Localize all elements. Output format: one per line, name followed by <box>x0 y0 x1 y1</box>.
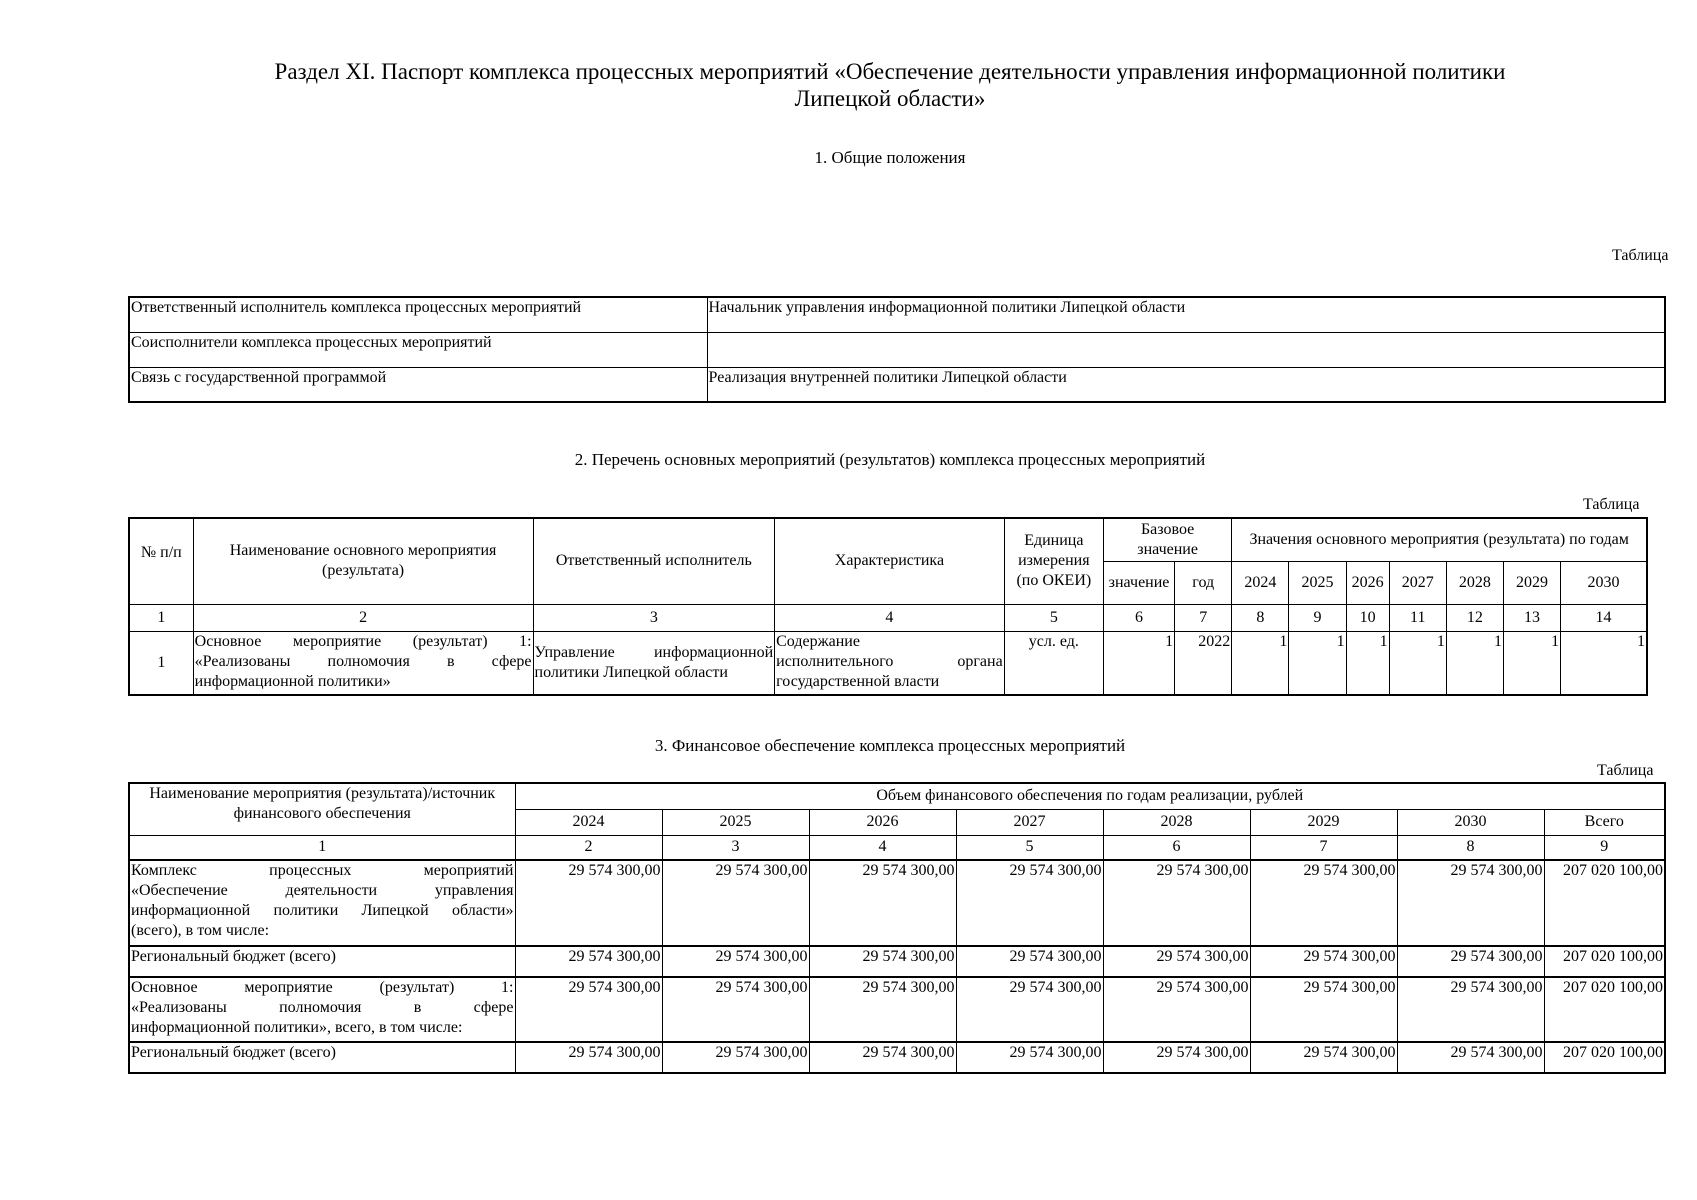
header-year: 2026 <box>1346 561 1389 604</box>
header-year: 2030 <box>1397 809 1544 835</box>
row-value: 1 <box>1232 631 1289 695</box>
row-name <box>129 860 515 946</box>
table-cell <box>707 332 1665 367</box>
section2-table-label: Таблица <box>1583 496 1640 513</box>
section3-table-label: Таблица <box>1597 762 1654 779</box>
col-number: 11 <box>1389 604 1446 631</box>
col-number: 1 <box>129 835 515 860</box>
row-name: Региональный бюджет (всего) <box>129 1042 515 1073</box>
amount-cell: 29 574 300,00 <box>1103 977 1250 1042</box>
row-name-line: «Реализованы полномочия в сфере <box>131 999 514 1016</box>
amount-cell: 29 574 300,00 <box>1103 946 1250 977</box>
amount-cell: 29 574 300,00 <box>1397 1042 1544 1073</box>
row-base-value: 1 <box>1103 631 1174 695</box>
row-executor <box>533 631 775 695</box>
row-name: Региональный бюджет (всего) <box>129 946 515 977</box>
amount-cell: 29 574 300,00 <box>956 860 1103 946</box>
row-name-line: информационной политики», всего, в том числе: <box>131 1019 463 1036</box>
section2-heading: 2. Перечень основных мероприятий (результатов) комплекса процессных мероприятий <box>574 450 1206 469</box>
amount-cell: 29 574 300,00 <box>662 977 809 1042</box>
row-name-line: информационной политики Липецкой области» <box>131 902 514 919</box>
row-executor-line: политики Липецкой области <box>534 663 728 681</box>
amount-cell: 29 574 300,00 <box>809 946 956 977</box>
row-characteristic <box>775 631 1005 695</box>
amount-cell: 29 574 300,00 <box>956 977 1103 1042</box>
row-unit: усл. ед. <box>1004 631 1103 695</box>
financing-table <box>128 782 1666 1074</box>
table-cell: Начальник управления информационной политики Липецкой области <box>707 297 1665 332</box>
table-row <box>129 946 1665 977</box>
amount-cell: 29 574 300,00 <box>809 860 956 946</box>
row-executor-line: Управление информационной <box>534 643 774 661</box>
col-number: 4 <box>809 835 956 860</box>
amount-cell: 29 574 300,00 <box>662 1042 809 1073</box>
header-unit: Единица измерения (по ОКЕИ) <box>1004 518 1103 604</box>
row-name <box>193 631 533 695</box>
amount-cell: 29 574 300,00 <box>809 1042 956 1073</box>
header-year: 2024 <box>515 809 662 835</box>
col-number: 3 <box>662 835 809 860</box>
row-value: 1 <box>1503 631 1560 695</box>
page-title <box>0 58 1697 112</box>
table-row <box>129 1042 1665 1073</box>
total-cell: 207 020 100,00 <box>1544 860 1665 946</box>
col-number: 5 <box>1004 604 1103 631</box>
header-name: Наименование основного мероприятия (результата) <box>193 518 533 604</box>
amount-cell: 29 574 300,00 <box>1397 946 1544 977</box>
col-number: 2 <box>193 604 533 631</box>
row-characteristic-line: Содержание <box>776 632 860 650</box>
header-year: 2028 <box>1103 809 1250 835</box>
header-year: 2026 <box>809 809 956 835</box>
col-number: 6 <box>1103 835 1250 860</box>
header-year: 2030 <box>1561 561 1647 604</box>
table-row <box>129 977 1665 1042</box>
total-cell: 207 020 100,00 <box>1544 977 1665 1042</box>
main-activities-table <box>128 517 1648 696</box>
header-base: Базовое значение <box>1103 518 1231 561</box>
col-number: 5 <box>956 835 1103 860</box>
header-executor: Ответственный исполнитель <box>533 518 775 604</box>
header-base-value: значение <box>1103 561 1174 604</box>
row-value: 1 <box>1446 631 1503 695</box>
row-characteristic-line: государственной власти <box>776 672 940 690</box>
header-year: 2027 <box>956 809 1103 835</box>
row-name-line: (всего), в том числе: <box>131 922 270 939</box>
header-name: Наименование мероприятия (результата)/источник финансового обеспечения <box>129 783 515 835</box>
col-number: 4 <box>775 604 1005 631</box>
amount-cell: 29 574 300,00 <box>1250 977 1397 1042</box>
row-name-line: «Реализованы полномочия в сфере <box>194 652 532 670</box>
table-cell: Связь с государственной программой <box>129 367 707 402</box>
header-values-by-year: Значения основного мероприятия (результата) по годам <box>1232 518 1647 561</box>
amount-cell: 29 574 300,00 <box>515 860 662 946</box>
row-name <box>129 977 515 1042</box>
amount-cell: 29 574 300,00 <box>1103 1042 1250 1073</box>
col-number: 6 <box>1103 604 1174 631</box>
col-number: 2 <box>515 835 662 860</box>
col-number: 3 <box>533 604 775 631</box>
page-title-line-2: Липецкой области» <box>794 86 986 111</box>
header-characteristic: Характеристика <box>775 518 1005 604</box>
amount-cell: 29 574 300,00 <box>956 1042 1103 1073</box>
row-name-line: Основное мероприятие (результат) 1: <box>131 979 514 996</box>
row-value: 1 <box>1346 631 1389 695</box>
header-base-year: год <box>1175 561 1232 604</box>
col-number: 12 <box>1446 604 1503 631</box>
amount-cell: 29 574 300,00 <box>515 946 662 977</box>
row-name-line: «Обеспечение деятельности управления <box>131 882 514 899</box>
col-number: 8 <box>1397 835 1544 860</box>
table-row <box>129 631 1647 695</box>
total-cell: 207 020 100,00 <box>1544 946 1665 977</box>
row-value: 1 <box>1289 631 1346 695</box>
header-total: Всего <box>1544 809 1665 835</box>
header-volume: Объем финансового обеспечения по годам реализации, рублей <box>515 783 1665 809</box>
amount-cell: 29 574 300,00 <box>662 946 809 977</box>
amount-cell: 29 574 300,00 <box>1397 860 1544 946</box>
table-row <box>129 860 1665 946</box>
table-cell: Ответственный исполнитель комплекса процессных мероприятий <box>129 297 707 332</box>
table-cell: Соисполнители комплекса процессных мероприятий <box>129 332 707 367</box>
row-characteristic-line: исполнительного органа <box>776 652 1003 670</box>
col-number: 7 <box>1250 835 1397 860</box>
header-num: № п/п <box>129 518 193 604</box>
col-number: 1 <box>129 604 193 631</box>
header-year: 2025 <box>662 809 809 835</box>
col-number: 9 <box>1289 604 1346 631</box>
amount-cell: 29 574 300,00 <box>1397 977 1544 1042</box>
row-value: 1 <box>1561 631 1647 695</box>
amount-cell: 29 574 300,00 <box>662 860 809 946</box>
col-number: 8 <box>1232 604 1289 631</box>
row-value: 1 <box>1389 631 1446 695</box>
row-base-year: 2022 <box>1175 631 1232 695</box>
total-cell: 207 020 100,00 <box>1544 1042 1665 1073</box>
header-year: 2027 <box>1389 561 1446 604</box>
amount-cell: 29 574 300,00 <box>1250 1042 1397 1073</box>
amount-cell: 29 574 300,00 <box>1250 946 1397 977</box>
amount-cell: 29 574 300,00 <box>1250 860 1397 946</box>
page-title-line-1: Раздел XI. Паспорт комплекса процессных мероприятий «Обеспечение деятельности управления информационной политики <box>274 59 1506 84</box>
amount-cell: 29 574 300,00 <box>515 1042 662 1073</box>
header-year: 2028 <box>1446 561 1503 604</box>
amount-cell: 29 574 300,00 <box>956 946 1103 977</box>
row-name-line: Основное мероприятие (результат) 1: <box>194 632 532 650</box>
col-number: 13 <box>1503 604 1560 631</box>
col-number: 14 <box>1561 604 1647 631</box>
section3-heading: 3. Финансовое обеспечение комплекса процессных мероприятий <box>654 736 1126 755</box>
row-num: 1 <box>129 631 193 695</box>
row-name-line: Комплекс процессных мероприятий <box>131 862 514 879</box>
table-cell: Реализация внутренней политики Липецкой области <box>707 367 1665 402</box>
col-number: 7 <box>1175 604 1232 631</box>
row-name-line: информационной политики» <box>194 672 391 690</box>
amount-cell: 29 574 300,00 <box>515 977 662 1042</box>
header-year: 2029 <box>1503 561 1560 604</box>
col-number: 10 <box>1346 604 1389 631</box>
section1-table-label: Таблица <box>1612 247 1669 264</box>
col-number: 9 <box>1544 835 1665 860</box>
amount-cell: 29 574 300,00 <box>809 977 956 1042</box>
header-year: 2025 <box>1289 561 1346 604</box>
general-provisions-table <box>128 296 1666 403</box>
section1-heading: 1. Общие положения <box>814 148 966 167</box>
header-year: 2029 <box>1250 809 1397 835</box>
header-year: 2024 <box>1232 561 1289 604</box>
amount-cell: 29 574 300,00 <box>1103 860 1250 946</box>
